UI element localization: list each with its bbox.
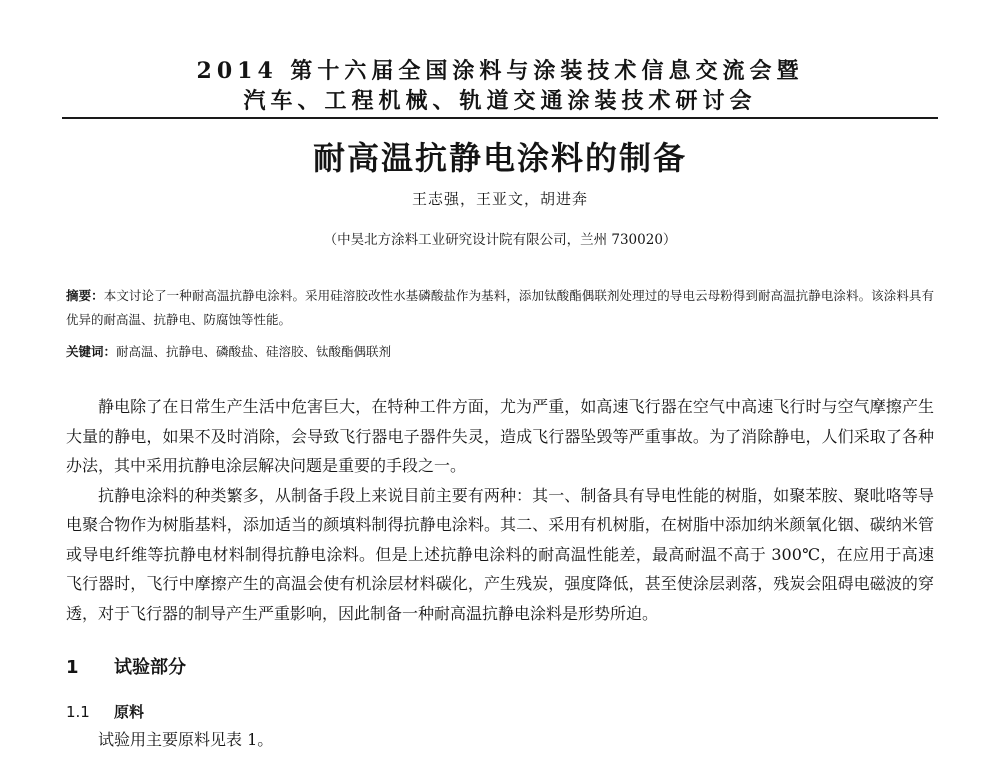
abstract-label: 摘要： xyxy=(66,288,104,303)
conference-line-2: 汽车、工程机械、轨道交通涂装技术研讨会 xyxy=(243,88,757,114)
section-number: 1 xyxy=(66,657,79,678)
subsection-heading-1-1 xyxy=(66,700,144,724)
subsection-number: 1.1 xyxy=(66,703,90,721)
conference-line-1: 2014 第十六届全国涂料与涂装技术信息交流会暨 xyxy=(196,58,804,84)
paper-authors: 王志强，王亚文，胡进奔 xyxy=(411,190,588,208)
header-divider xyxy=(62,117,938,119)
section-heading-1 xyxy=(66,654,186,682)
keywords-text: 耐高温、抗静电、磷酸盐、硅溶胶、钛酸酯偶联剂 xyxy=(116,344,392,359)
paper-title: 耐高温抗静电涂料的制备 xyxy=(312,139,687,177)
body-paragraph-2: 抗静电涂料的种类繁多，从制备手段上来说目前主要有两种：其一、制备具有导电性能的树脂，如聚苯胺、聚吡咯等导电聚合物作为树脂基料，添加适当的颜填料制得抗静电涂料。其二、采用有机树脂，在树脂中添加纳米颜氧化铟、碳纳米管或导电纤维等抗静电材料制得抗静电涂料。但是上述抗静电涂料的耐高温性能差，最高耐温不高于 300℃，在应用于高速飞行器时，飞行中摩擦产生的高温会使有机涂层材料碳化，产生残炭，强度降低，甚至使涂层剥落，残炭会阻碍电磁波的穿透，对于飞行器的制导产生严重影响，因此制备一种耐高温抗静电涂料是形势所迫。 xyxy=(66,485,934,623)
abstract xyxy=(66,284,934,332)
body-paragraph-1: 静电除了在日常生产生活中危害巨大，在特种工件方面，尤为严重，如高速飞行器在空气中高速飞行时与空气摩擦产生大量的静电，如果不及时消除，会导致飞行器电子器件失灵，造成飞行器坠毁等严重事故。为了消除静电，人们采取了各种办法，其中采用抗静电涂层解决问题是重要的手段之一。 xyxy=(66,397,934,475)
conference-header xyxy=(60,56,940,116)
subsection-title: 原料 xyxy=(114,703,145,721)
keywords-label: 关键词： xyxy=(66,344,117,359)
section-title: 试验部分 xyxy=(114,657,186,678)
body-text xyxy=(66,392,934,628)
subsection-text: 试验用主要原料见表 1。 xyxy=(98,730,274,749)
abstract-text: 本文讨论了一种耐高温抗静电涂料。采用硅溶胶改性水基磷酸盐作为基料，添加钛酸酯偶联剂处理过的导电云母粉得到耐高温抗静电涂料。该涂料具有优异的耐高温、抗静电、防腐蚀等性能。 xyxy=(66,288,934,327)
keywords xyxy=(66,340,934,364)
paper-affiliation: （中昊北方涂料工业研究设计院有限公司，兰州 730020） xyxy=(323,232,677,248)
